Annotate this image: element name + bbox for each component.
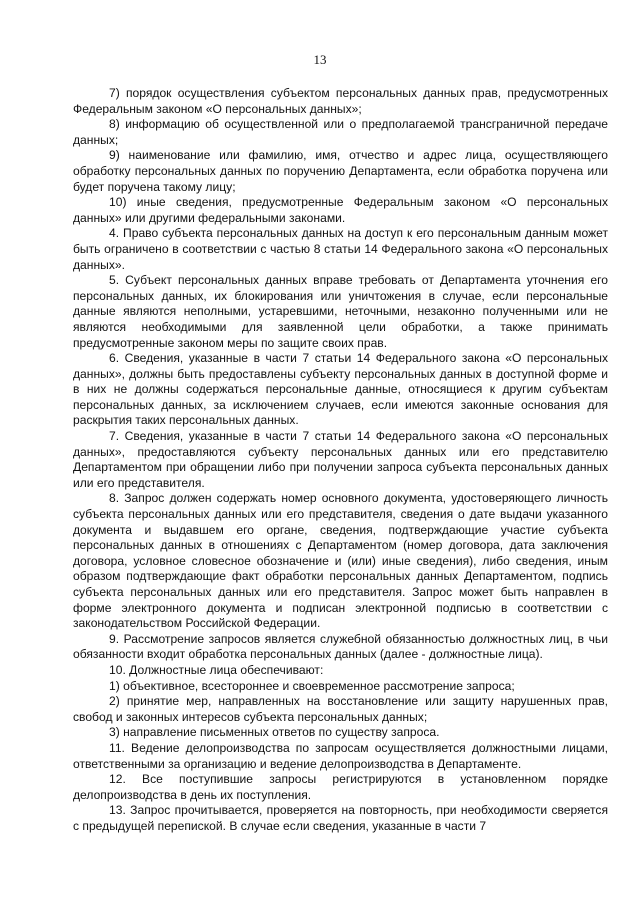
paragraph: 2) принятие мер, направленных на восстановление или защиту нарушенных прав, свобод и законных интересов субъекта персональных данных; (73, 694, 608, 724)
paragraph: 9. Рассмотрение запросов является служебной обязанностью должностных лиц, в чьи обязанности входит обработка персональных данных (далее - должностные лица). (73, 631, 608, 662)
paragraph: 8) информацию об осуществленной или о предполагаемой трансграничной передаче данных; (73, 117, 608, 147)
paragraph: 10. Должностные лица обеспечивают: (109, 662, 324, 677)
paragraph: 3) направление письменных ответов по существу запроса. (109, 725, 440, 740)
page-number: 13 (313, 52, 327, 67)
paragraph: 10) иные сведения, предусмотренные Федеральным законом «О персональных данных» или другими федеральными законами. (73, 195, 608, 225)
paragraph: 12. Все поступившие запросы регистрируются в установленном порядке делопроизводства в день их поступления. (73, 772, 608, 802)
paragraph: 9) наименование или фамилию, имя, отчество и адрес лица, осуществляющего обработку персональных данных по поручению Департамента, если обработка поручена или будет поручена такому лицу; (73, 148, 608, 194)
paragraph: 13. Запрос прочитывается, проверяется на повторность, при необходимости сверяется с предыдущей перепиской. В случае если сведения, указанные в части 7 (73, 803, 608, 833)
paragraph: 8. Запрос должен содержать номер основного документа, удостоверяющего личность субъекта персональных данных или его представителя, сведения о дате выдачи указанного документа и выдавшем его органе, сведения, подтверждающие участие субъекта персональных данных в отношениях с Департаментом (номер договора, дата заключения договора, условное словесное обозначение и (или) иные сведения), либо сведения, иным образом подтверждающие факт обработки персональных данных Департаментом, подпись субъекта персональных данных или его представителя. Запрос может быть направлен в форме электронного документа и подписан электронной подписью в соответствии с законодательством Российской Федерации. (73, 491, 608, 631)
paragraph: 6. Сведения, указанные в части 7 статьи 14 Федерального закона «О персональных данных», должны быть предоставлены субъекту персональных данных в доступной форме и в них не должны содержаться персональные данные, относящиеся к другим субъектам персональных данных, за исключением случаев, если имеются законные основания для раскрытия таких персональных данных. (73, 351, 608, 428)
document-body (73, 86, 608, 835)
paragraph: 5. Субъект персональных данных вправе требовать от Департамента уточнения его персональных данных, их блокирования или уничтожения в случае, если персональные данные являются неполными, устаревшими, неточными, незаконно полученными или не являются необходимыми для заявленной цели обработки, а также принимать предусмотренные законом меры по защите своих прав. (73, 273, 608, 350)
paragraph: 7. Сведения, указанные в части 7 статьи 14 Федерального закона «О персональных данных», предоставляются субъекту персональных данных или его представителю Департаментом при обращении либо при получении запроса субъекта персональных данных или его представителя. (73, 429, 608, 490)
paragraph: 7) порядок осуществления субъектом персональных данных прав, предусмотренных Федеральным законом «О персональных данных»; (73, 86, 608, 116)
paragraph: 4. Право субъекта персональных данных на доступ к его персональным данным может быть ограничено в соответствии с частью 8 статьи 14 Федерального закона «О персональных данных». (73, 226, 608, 272)
paragraph: 1) объективное, всестороннее и своевременное рассмотрение запроса; (109, 678, 515, 693)
paragraph: 11. Ведение делопроизводства по запросам осуществляется должностными лицами, ответственными за организацию и ведение делопроизводства в Департаменте. (73, 740, 608, 771)
